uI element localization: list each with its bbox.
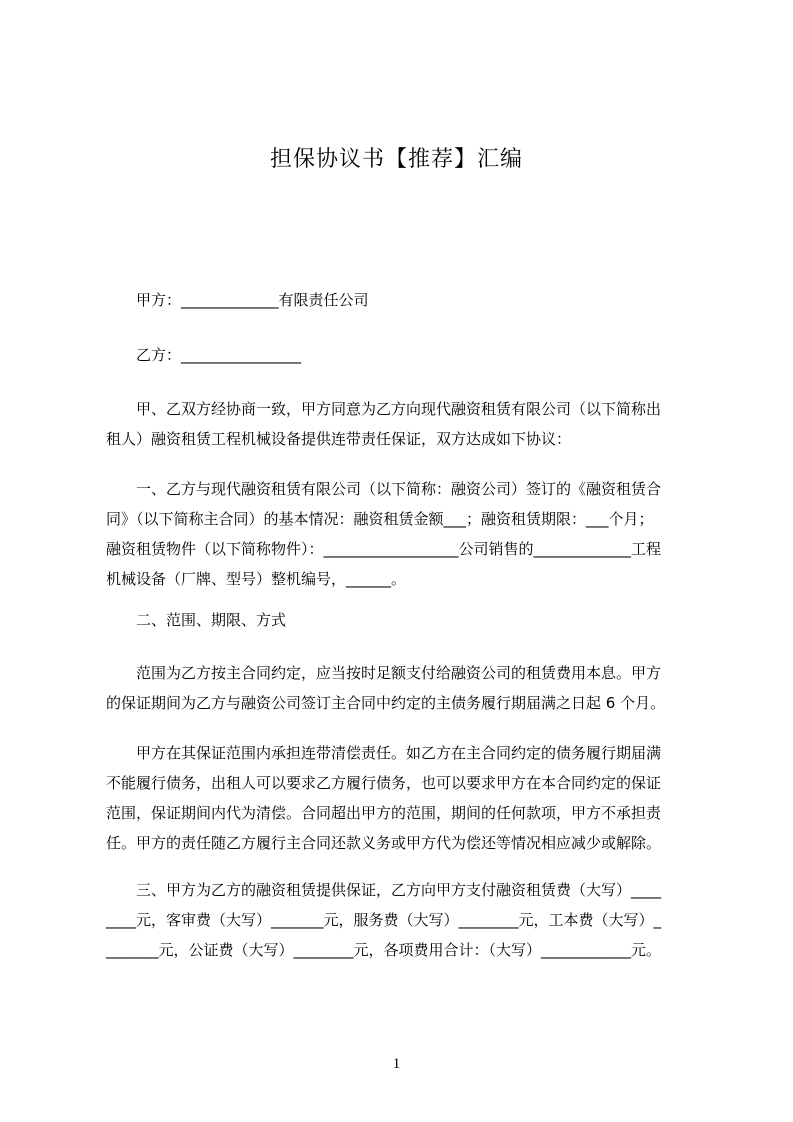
intro-line: 租人）融资租赁工程机械设备提供连带责任保证，双方达成如下协议： [106,430,572,448]
section-3-paragraph [106,875,702,965]
section-3-line: _______元，公证费（大写）________元，各项费用合计：（大写）____________元。 [106,941,662,959]
section-1-paragraph [106,474,702,594]
page-number: 1 [392,1056,401,1072]
party-b-line: 乙方：________________ [136,346,302,364]
section-2-heading: 二、范围、期限、方式 [136,611,287,629]
section-2-line: 不能履行债务，出租人可以要求乙方履行债务，也可以要求甲方在本合同约定的保证 [106,774,662,792]
section-2-line: 的保证期间为乙方与融资公司签订主合同中约定的主债务履行期届满之日起 6 个月。 [106,694,666,712]
section-3-line: ____元，客审费（大写）_______元，服务费（大写）________元，工本费（大写）_ [106,911,662,929]
section-1-line: 同》（以下简称主合同）的基本情况：融资租赁金额___；融资租赁期限：___个月； [106,510,654,528]
party-a-line: 甲方：_____________有限责任公司 [136,291,369,309]
section-1-line: 融资租赁物件（以下简称物件）：__________________公司销售的_____________工程 [106,540,662,558]
section-1-line: 机械设备（厂牌、型号）整机编号，______。 [106,570,407,588]
section-1-line: 一、乙方与现代融资租赁有限公司（以下简称：融资公司）签订的《融资租赁合 [136,480,662,498]
intro-paragraph [106,394,702,454]
section-3-line: 三、甲方为乙方的融资租赁提供保证，乙方向甲方支付融资租赁费（大写）____ [136,881,662,899]
intro-line: 甲、乙双方经协商一致，甲方同意为乙方向现代融资租赁有限公司（以下简称出 [136,400,662,418]
section-2-line: 范围为乙方按主合同约定，应当按时足额支付给融资公司的租赁费用本息。甲方 [136,664,662,682]
section-2-line: 任。甲方的责任随乙方履行主合同还款义务或甲方代为偿还等情况相应减少或解除。 [106,834,662,852]
section-2-line: 范围，保证期间内代为清偿。合同超出甲方的范围，期间的任何款项，甲方不承担责 [106,804,662,822]
document-title: 担保协议书【推荐】汇编 [269,147,523,172]
section-2-line: 甲方在其保证范围内承担连带清偿责任。如乙方在主合同约定的债务履行期届满 [136,744,662,762]
section-2-paragraph-1 [106,658,702,718]
section-2-paragraph-2 [106,738,702,858]
